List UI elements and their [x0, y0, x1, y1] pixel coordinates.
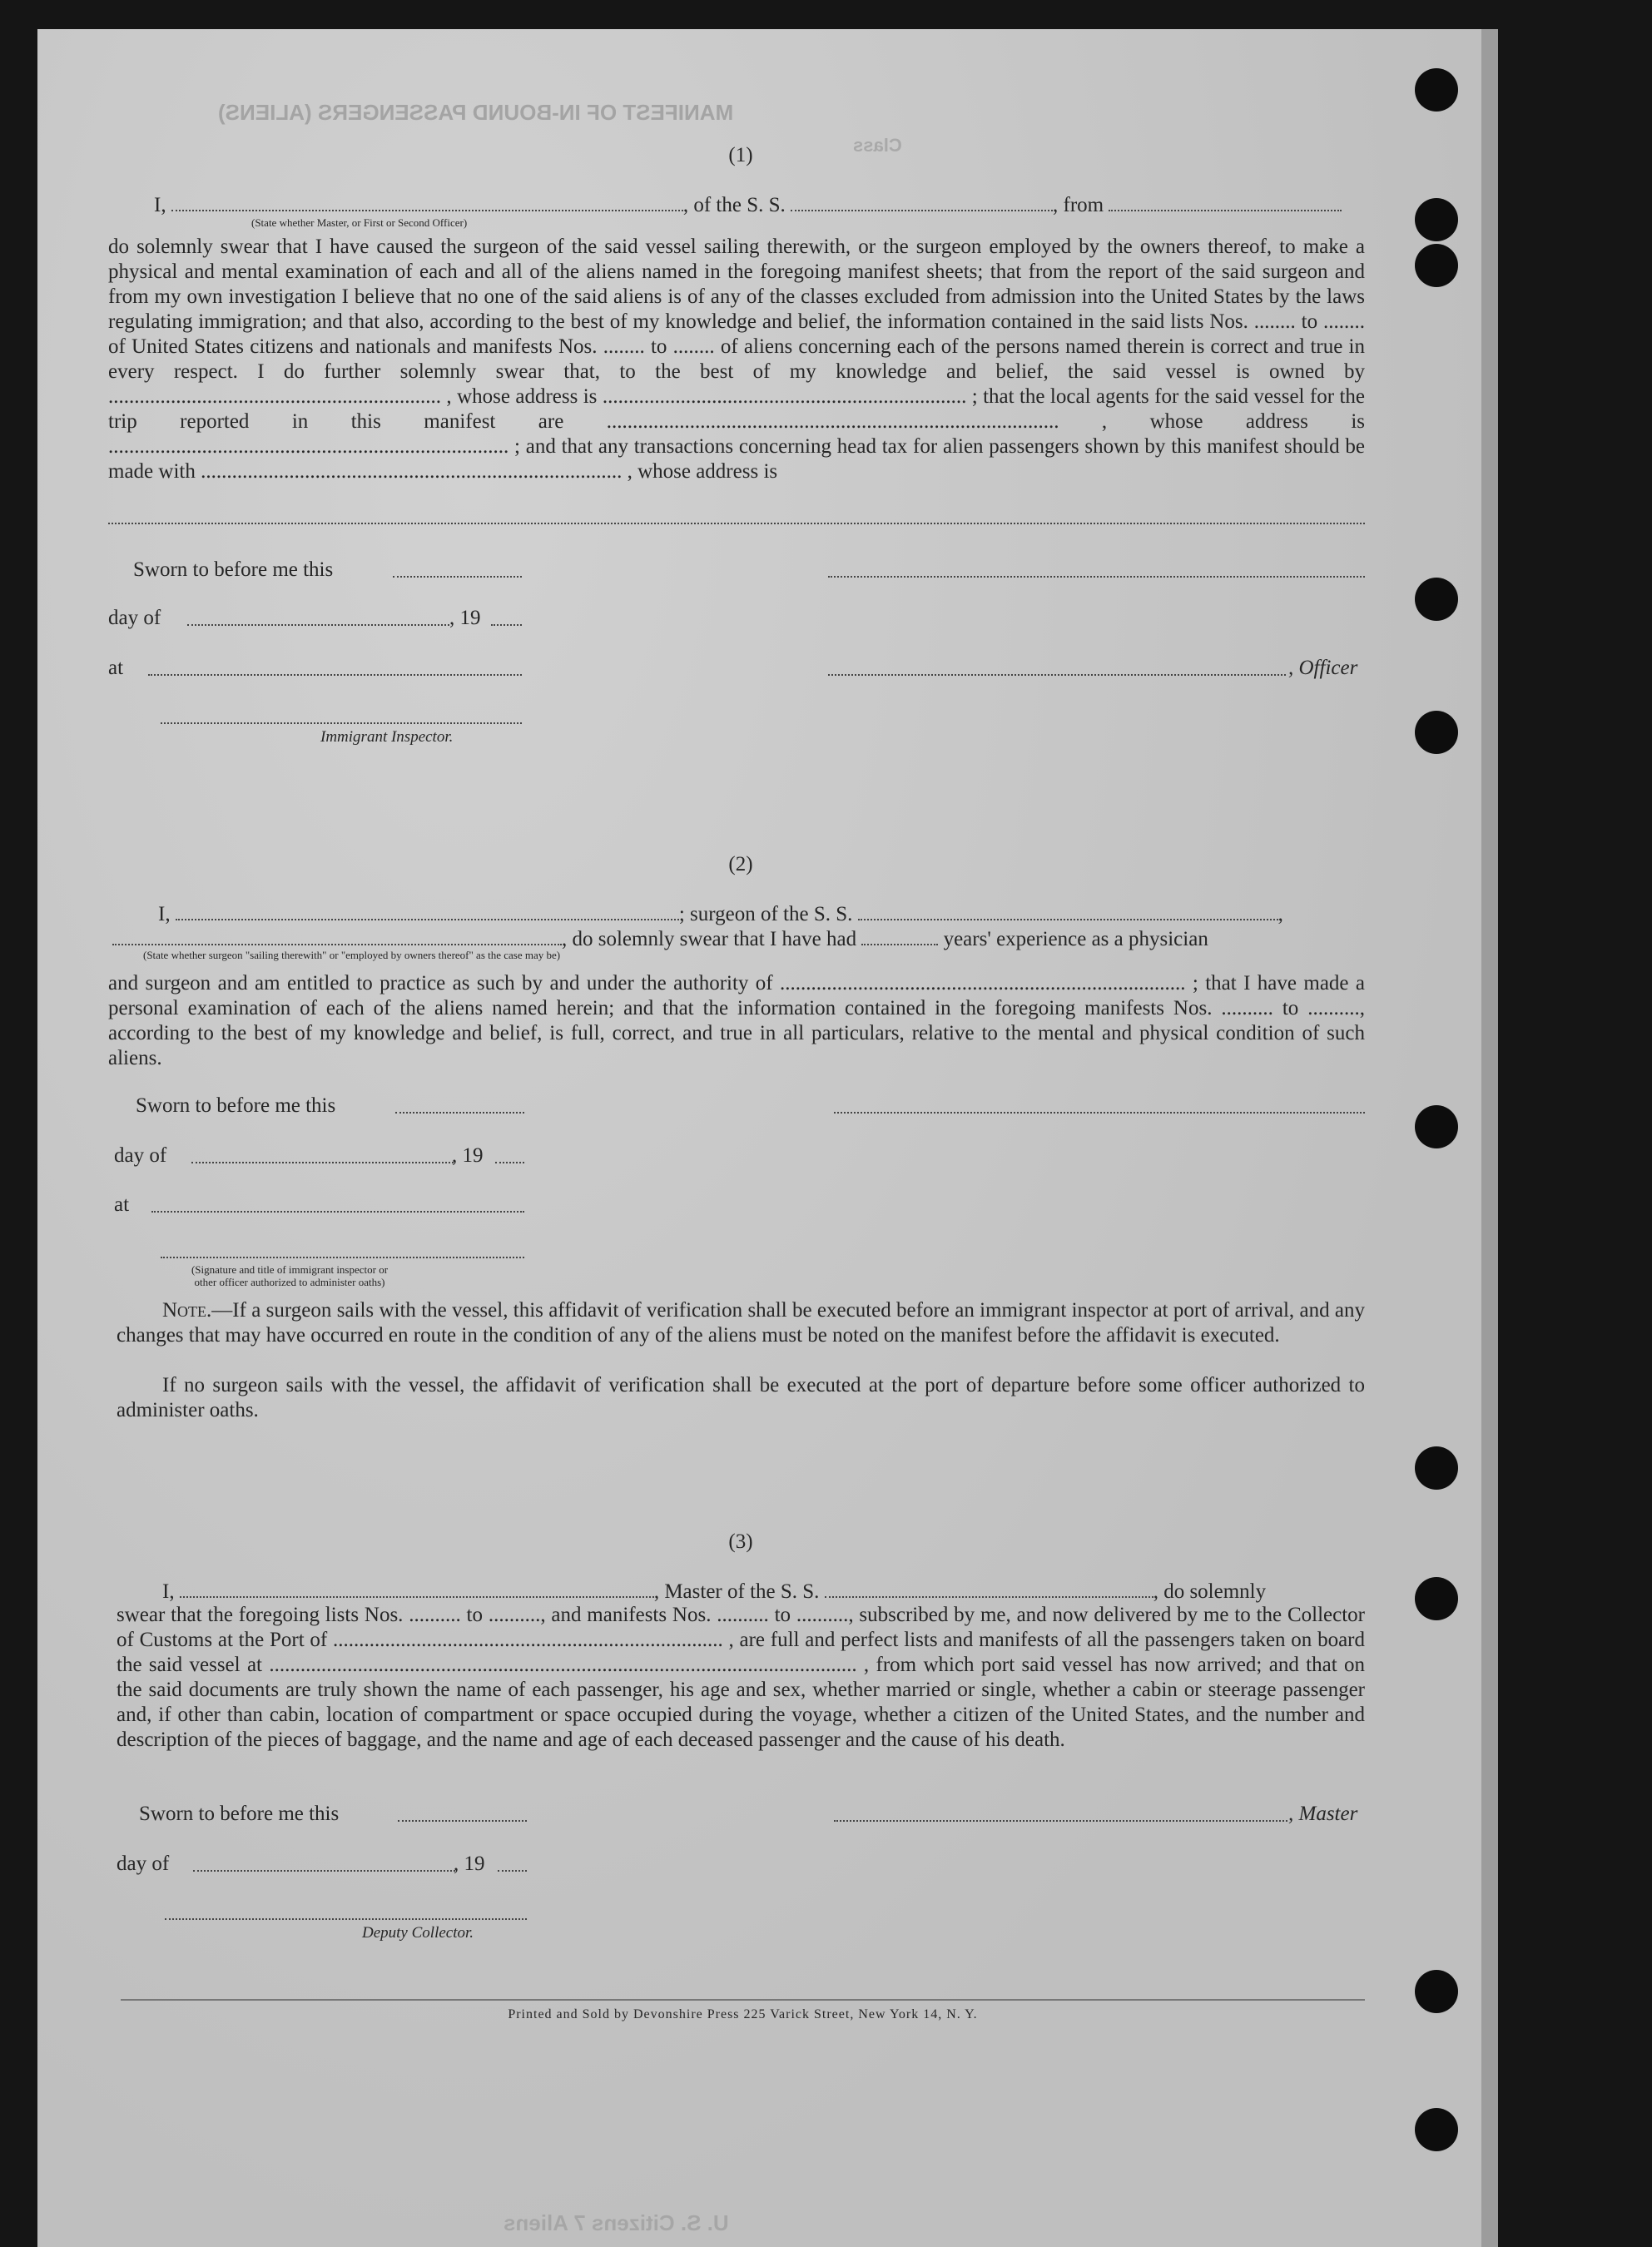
year-field-2[interactable]	[495, 1162, 524, 1163]
label-master-of-ss: , Master of the S. S.	[653, 1580, 820, 1603]
surgeon-note	[117, 1298, 1365, 1348]
punch-hole	[1415, 2108, 1458, 2151]
surgeon-name-field[interactable]	[176, 900, 679, 920]
surgeon-status-note: (State whether surgeon "sailing therewith" or "employed by owners thereof" as the case may be)	[143, 949, 561, 961]
sworn-label-1: Sworn to before me this	[133, 558, 334, 581]
master-label: , Master	[1288, 1803, 1358, 1825]
officer-title-line[interactable]	[828, 674, 1286, 676]
section-3-line1	[162, 1578, 1266, 1605]
from-port-field[interactable]	[1109, 191, 1342, 211]
punch-hole	[1415, 1970, 1458, 2013]
punch-hole	[1415, 1105, 1458, 1148]
day-of-field-1[interactable]	[187, 624, 449, 626]
at-field-1[interactable]	[148, 674, 522, 676]
surgeon-signature-line[interactable]	[834, 1112, 1365, 1114]
master-vessel-field[interactable]	[825, 1578, 1153, 1598]
note-label: Note.	[162, 1299, 212, 1322]
no-surgeon-note: If no surgeon sails with the vessel, the affidavit of verification shall be executed at the port of departure before some officer authorized to administer oaths.	[117, 1374, 1365, 1421]
section-3-number: (3)	[728, 1530, 753, 1553]
section-3-body: swear that the foregoing lists Nos. .......... to .........., and manifests Nos. .......... to .........., subscribed by me, and now delivered by me to the Collector of Customs at the Port of ........................................................................... , are full and perfect lists and manifests of all the passengers taken on board the said vessel at ................................................................................................................. , from which port said vessel has now arrived; and that on the said documents are truly shown the name of each passenger, his age and sex, whether married or single, whether a cabin or steerage passenger and, if other than cabin, location of compartment or space occupied during the voyage, whether a citizen of the United States, and the number and description of the pieces of baggage, and the name and age of each deceased passenger and the cause of his death.	[117, 1604, 1365, 1751]
label-do-solemnly: , do solemnly	[1153, 1580, 1267, 1603]
year-label-1: , 19	[449, 607, 481, 629]
year-field-1[interactable]	[491, 624, 522, 626]
printer-credit: Printed and Sold by Devonshire Press 225 Varick Street, New York 14, N. Y.	[508, 2007, 978, 2021]
immigrant-inspector-label: Immigrant Inspector.	[320, 728, 454, 746]
punch-hole	[1415, 1577, 1458, 1620]
section-1-line1	[154, 191, 1342, 218]
address-line[interactable]	[108, 523, 1365, 524]
footer-rule	[121, 1999, 1365, 2001]
at-label-1: at	[108, 657, 124, 679]
sworn-label-3: Sworn to before me this	[139, 1803, 340, 1825]
section-1-body: do solemnly swear that I have caused the surgeon of the said vessel sailing therewith, or the surgeon employed by the owners thereof, to make a physical and mental examination of each and all of the aliens named in the foregoing manifest sheets; that from the report of the said surgeon and from my own investigation I believe that no one of the said aliens is of any of the classes excluded from admission into the United States by the laws regulating immigration; and that also, according to the best of my knowledge and belief, the information contained in the said lists Nos. ........ to ........ of United States citizens and nationals and manifests Nos. ........ to ........ of aliens concerning each of the persons named therein is correct and true in every respect. I do further solemnly swear that, to the best of my knowledge and belief, the said vessel is owned by ................................................................ , whose address is ...................................................................... ; that the local agents for the said vessel for the trip reported in this manifest are ....................................................................................... , whose address is ............................................................................. ; and that any transactions concerning head tax for alien passengers shown by this manifest should be made with ................................................................................. , whose address is	[108, 236, 1365, 483]
sworn-field-1[interactable]	[393, 576, 522, 578]
label-i-3: I,	[162, 1580, 175, 1603]
punch-hole	[1415, 711, 1458, 754]
year-label-2: , 19	[452, 1144, 484, 1167]
master-officer-note: (State whether Master, or First or Second Officer)	[251, 216, 468, 229]
day-of-label-1: day of	[108, 607, 161, 629]
section-2-number: (2)	[728, 853, 753, 875]
label-surgeon-ss: ; surgeon of the S. S.	[678, 903, 853, 925]
years-experience-field[interactable]	[861, 925, 938, 945]
year-label-3: , 19	[454, 1853, 485, 1875]
label-from: , from	[1053, 194, 1104, 216]
officer-label: , Officer	[1288, 657, 1358, 679]
surgeon-status-field[interactable]	[112, 925, 562, 945]
note-text-1: —If a surgeon sails with the vessel, this affidavit of verification shall be executed before an immigrant inspector at port of arrival, and any changes that may have occurred en route in the condition of any of the aliens must be noted on the manifest before the affidavit is executed.	[117, 1299, 1365, 1347]
sworn-label-2: Sworn to before me this	[136, 1094, 336, 1117]
bleed-through-bottom: U. S. Citizens 7 Aliens	[504, 2210, 729, 2235]
punch-hole	[1415, 578, 1458, 621]
section-2-body: and surgeon and am entitled to practice as such by and under the authority of .............................................................................. ; that I have made a personal examination of each of the aliens named herein; and that the information contained in the foregoing manifests Nos. .......... to .........., according to the best of my knowledge and belief, is full, correct, and true in all particulars, relative to the mental and physical condition of such aliens.	[108, 972, 1365, 1069]
section-1-number: (1)	[728, 144, 753, 166]
punch-hole	[1415, 1446, 1458, 1490]
oath-officer-signature-line[interactable]	[161, 1257, 524, 1258]
bleed-through-title: MANIFEST OF IN-BOUND PASSENGERS (ALIENS)	[218, 100, 734, 125]
punch-hole	[1415, 68, 1458, 112]
page-edge	[1481, 29, 1498, 2247]
day-of-field-3[interactable]	[193, 1870, 455, 1872]
day-of-label-3: day of	[117, 1853, 170, 1875]
sworn-field-2[interactable]	[395, 1112, 524, 1114]
officer-signature-line[interactable]	[828, 576, 1365, 578]
collector-signature-line[interactable]	[165, 1918, 527, 1920]
at-label-2: at	[114, 1193, 130, 1216]
punch-hole	[1415, 244, 1458, 287]
oath-officer-note: (Signature and title of immigrant inspector or other officer authorized to administer oaths)	[191, 1263, 389, 1288]
vessel-name-field[interactable]	[791, 191, 1053, 211]
day-of-label-2: day of	[114, 1144, 167, 1167]
label-i: I,	[154, 194, 166, 216]
label-of-ss: , of the S. S.	[682, 194, 786, 216]
master-name-field[interactable]	[180, 1578, 654, 1598]
master-signature-line[interactable]	[834, 1820, 1287, 1822]
year-field-3[interactable]	[498, 1870, 527, 1872]
punch-hole	[1415, 198, 1458, 241]
bleed-through-class: Class	[853, 135, 902, 156]
inspector-signature-line[interactable]	[161, 722, 522, 724]
surgeon-vessel-field[interactable]	[858, 900, 1278, 920]
at-field-2[interactable]	[151, 1211, 524, 1213]
label-solemnly-swear: , do solemnly swear that I have had	[562, 928, 857, 950]
label-years-experience: years' experience as a physician	[943, 928, 1208, 950]
officer-name-field[interactable]	[171, 191, 683, 211]
deputy-collector-label: Deputy Collector.	[362, 1924, 474, 1942]
label-i-2: I,	[158, 903, 171, 925]
day-of-field-2[interactable]	[191, 1162, 454, 1163]
section-2-line1: I, ; surgeon of the S. S. ,	[158, 900, 1283, 927]
sworn-field-3[interactable]	[398, 1820, 527, 1822]
